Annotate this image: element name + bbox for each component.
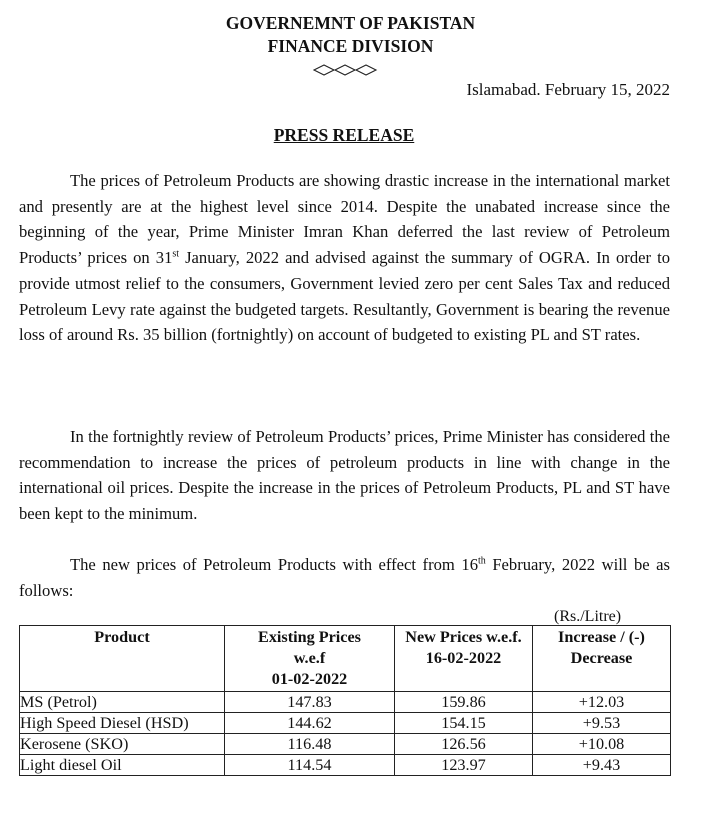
page-title: PRESS RELEASE xyxy=(273,125,415,145)
header-product: Product xyxy=(20,626,225,692)
table-row xyxy=(20,692,671,713)
paragraph-2: In the fortnightly review of Petroleum Products’ prices, Prime Minister has considered the recommendation to increase the prices of petroleum products in line with change in the international oil prices. Despite the increase in the prices of Petroleum Products, PL and ST have been kept to the minimum. xyxy=(19,427,670,524)
product-cell: Light diesel Oil xyxy=(20,755,225,776)
existing-price-cell: 144.62 xyxy=(225,713,395,734)
product-cell: MS (Petrol) xyxy=(20,692,225,713)
unit-label: (Rs./Litre) xyxy=(554,608,622,625)
header-change: Increase / (-) Decrease xyxy=(533,626,671,692)
paragraph-3: The new prices of Petroleum Products with effect from 16th February, 2022 will be as follows: xyxy=(19,555,671,600)
ministry-name: GOVERNEMNT OF PAKISTAN xyxy=(225,13,476,33)
new-price-cell: 154.15 xyxy=(395,713,533,734)
existing-price-cell: 116.48 xyxy=(225,734,395,755)
table-row xyxy=(20,734,671,755)
table-row xyxy=(20,755,671,776)
paragraph-1: The prices of Petroleum Products are showing drastic increase in the international market and presently are at the highest level since 2014. Despite the unabated increase since the beginning of the year, Prime Minister Imran Khan deferred the last review of Petroleum Products’ prices on 31st January, 2022 and advised against the summary of OGRA. In order to provide utmost relief to the consumers, Government levied zero per cent Sales Tax and reduced Petroleum Levy rate against the budgeted targets. Resultantly, Government is bearing the revenue loss of around Rs. 35 billion (fortnightly) on account of budgeted to existing PL and ST rates. xyxy=(19,171,670,345)
header-existing-prices: Existing Prices w.e.f 01-02-2022 xyxy=(225,626,395,692)
new-price-cell: 126.56 xyxy=(395,734,533,755)
division-name: FINANCE DIVISION xyxy=(267,36,434,56)
new-price-cell: 159.86 xyxy=(395,692,533,713)
change-cell: +9.53 xyxy=(533,713,671,734)
table-header-row xyxy=(20,626,671,692)
existing-price-cell: 147.83 xyxy=(225,692,395,713)
release-date: Islamabad. February 15, 2022 xyxy=(466,80,670,99)
diamond-ornament-icon xyxy=(313,64,379,76)
price-table xyxy=(19,625,671,776)
change-cell: +12.03 xyxy=(533,692,671,713)
change-cell: +10.08 xyxy=(533,734,671,755)
product-cell: Kerosene (SKO) xyxy=(20,734,225,755)
table-row xyxy=(20,713,671,734)
header-new-prices: New Prices w.e.f. 16-02-2022 xyxy=(395,626,533,692)
existing-price-cell: 114.54 xyxy=(225,755,395,776)
product-cell: High Speed Diesel (HSD) xyxy=(20,713,225,734)
change-cell: +9.43 xyxy=(533,755,671,776)
new-price-cell: 123.97 xyxy=(395,755,533,776)
